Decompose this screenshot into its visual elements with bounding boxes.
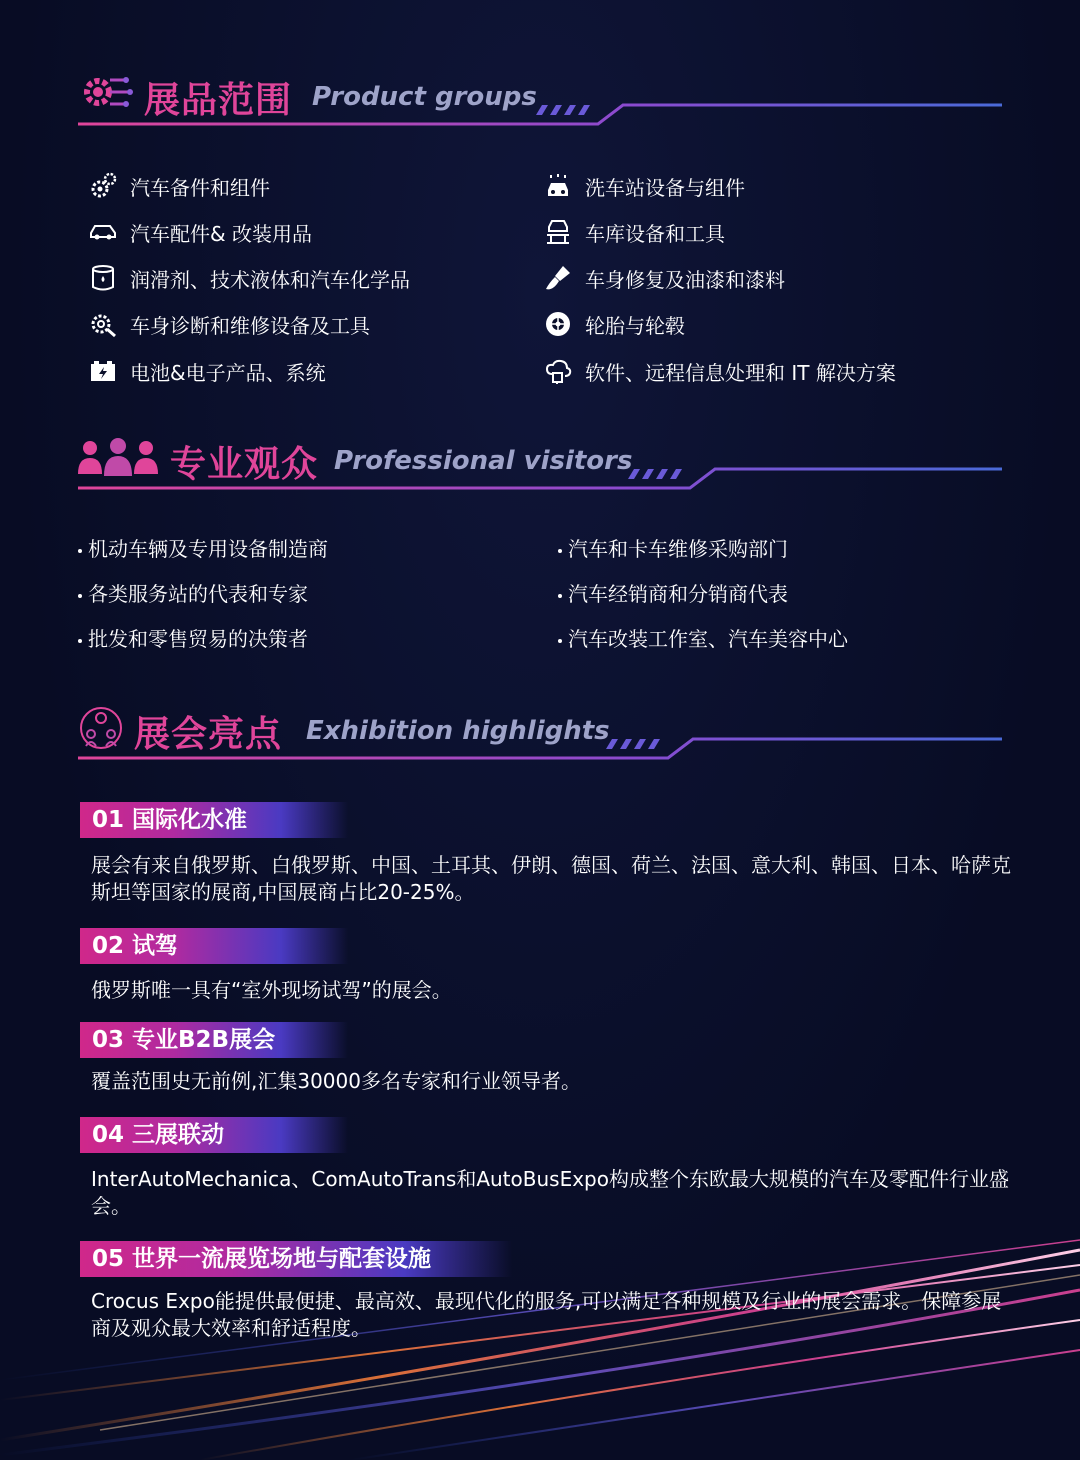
- oil-barrel-icon: [88, 263, 118, 293]
- gears-icon: [88, 171, 118, 201]
- highlight-text-05: Crocus Expo能提供最便捷、最高效、最现代化的服务,可以满足各种规模及行业的展会需求。保障参展商及观众最大效率和舒适程度。: [91, 1289, 1002, 1340]
- section-title-cn: 展品范围: [144, 80, 293, 121]
- tire-icon: [543, 309, 573, 339]
- highlight-text-04: InterAutoMechanica、ComAutoTrans和AutoBusExpo构成整个东欧最大规模的汽车及零配件行业盛会。: [91, 1167, 1009, 1218]
- product-group-item: 软件、远程信息处理和 IT 解决方案: [543, 356, 896, 386]
- car-wash-icon: [543, 171, 573, 201]
- product-group-item: 车库设备和工具: [543, 217, 725, 247]
- highlight-text-02: 俄罗斯唯一具有“室外现场试驾”的展会。: [91, 978, 452, 1002]
- highlight-text-03: 覆盖范围史无前例,汇集30000多名专家和行业领导者。: [91, 1069, 581, 1093]
- paint-brush-icon: [543, 263, 573, 293]
- cloud-software-icon: [543, 356, 573, 386]
- people-group-icon: [78, 434, 160, 482]
- exhibition-highlights-header: [78, 704, 1002, 764]
- visitor-list-item: 汽车经销商和分销商代表: [558, 578, 788, 607]
- car-icon: [88, 217, 118, 247]
- visitor-list-item: 汽车和卡车维修采购部门: [558, 533, 788, 562]
- people-network-icon: [78, 704, 124, 752]
- visitor-list-item: 批发和零售贸易的决策者: [78, 623, 308, 652]
- section-title-cn: 展会亮点: [134, 714, 283, 755]
- product-group-item: 车身诊断和维修设备及工具: [88, 309, 370, 339]
- visitor-list-item: 机动车辆及专用设备制造商: [78, 533, 328, 562]
- diagnostic-gear-icon: [88, 309, 118, 339]
- highlight-tag-01: 01 国际化水准: [80, 802, 348, 838]
- visitor-list-item: 各类服务站的代表和专家: [78, 578, 308, 607]
- product-group-item: 车身修复及油漆和漆料: [543, 263, 785, 293]
- section-title-en: Professional visitors: [334, 446, 633, 476]
- highlight-tag-05: 05 世界一流展览场地与配套设施: [80, 1241, 512, 1277]
- product-group-item: 润滑剂、技术液体和汽车化学品: [88, 263, 410, 293]
- product-group-item: 汽车配件& 改装用品: [88, 217, 312, 247]
- product-group-item: 轮胎与轮毂: [543, 309, 685, 339]
- product-group-item: 汽车备件和组件: [88, 171, 270, 201]
- section-title-en: Product groups: [312, 82, 537, 112]
- section-title-cn: 专业观众: [170, 444, 319, 485]
- product-groups-header: [78, 70, 1002, 130]
- section-title-en: Exhibition highlights: [306, 716, 610, 746]
- professional-visitors-header: [78, 434, 1002, 494]
- gear-circuit-icon: [78, 70, 134, 118]
- product-group-item: 电池&电子产品、系统: [88, 356, 326, 386]
- highlight-text-01: 展会有来自俄罗斯、白俄罗斯、中国、土耳其、伊朗、德国、荷兰、法国、意大利、韩国、日本、哈萨克斯坦等国家的展商,中国展商占比20-25%。: [91, 853, 1011, 904]
- highlight-tag-02: 02 试驾: [80, 928, 348, 964]
- product-group-item: 洗车站设备与组件: [543, 171, 745, 201]
- highlight-tag-03: 03 专业B2B展会: [80, 1022, 348, 1058]
- visitor-list-item: 汽车改装工作室、汽车美容中心: [558, 623, 848, 652]
- battery-icon: [88, 356, 118, 386]
- car-lift-icon: [543, 217, 573, 247]
- highlight-tag-04: 04 三展联动: [80, 1117, 348, 1153]
